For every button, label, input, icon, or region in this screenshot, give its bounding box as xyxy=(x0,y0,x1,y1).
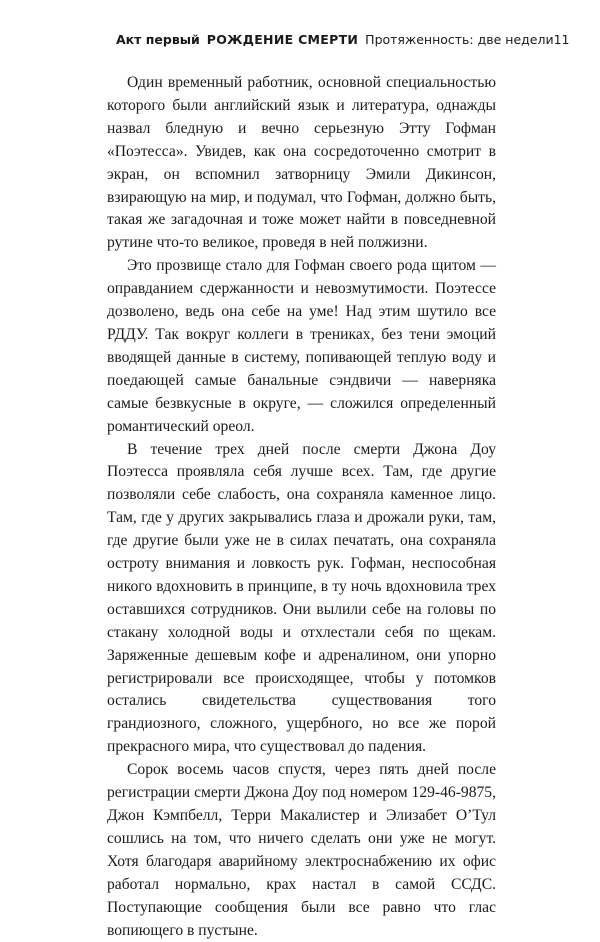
body-text xyxy=(107,72,496,942)
header-subtitle: Протяженность: две недели xyxy=(365,32,554,47)
paragraph: Один временный работник, основной специальностью которого были английский язык и литература, однажды назвал бледную и вечно серьезную Этту Гофман «Поэтесса». Увидев, как она сосредоточенно смотрит в экран, он вспомнил затворницу Эмили Дикинсон, взирающую на мир, и подумал, что Гофман, должно быть, такая же загадочная и тоже может найти в повседневной рутине что-то великое, проведя в ней полжизни. xyxy=(107,74,496,252)
paragraph: Сорок восемь часов спустя, через пять дней после регистрации смерти Джона Доу под номером 129-46-9875, Джон Кэмпбелл, Терри Макалистер и Элизабет О’Тул сошлись на том, что ничего сделать они уже не могут. Хотя благодаря аварийному электроснабжению их офис работал нормально, крах настал в самой ССДС. Поступающие сообщения были все равно что глас вопиющего в пустыне. xyxy=(107,761,496,939)
header-part-title: РОЖДЕНИЕ СМЕРТИ xyxy=(206,32,359,47)
header-act: Акт первый xyxy=(116,32,200,47)
running-header xyxy=(116,32,570,52)
paragraph: Это прозвище стало для Гофман своего рода щитом — оправданием сдержанности и невозмутимости. Поэтессе дозволено, ведь она себе на уме! Над этим шутило все РДДУ. Так вокруг коллеги в трениках, без тени эмоций вводящей данные в систему, попивающей теплую воду и поедающей самые банальные сэндвичи — наверняка самые безвкусные в округе, — сложился определенный романтический ореол. xyxy=(107,257,496,435)
paragraph: В течение трех дней после смерти Джона Доу Поэтесса проявляла себя лучше всех. Там, где другие позволяли себе слабость, она сохраняла каменное лицо. Там, где у других закрывались глаза и дрожали руки, там, где другие были уже не в силах печатать, она сохраняла остроту внимания и ловкость рук. Гофман, неспособная никого вдохновить в принципе, в ту ночь вдохновила трех оставшихся сотрудников. Они вылили себе на головы по стакану холодной воды и отхлестали себя по щекам. Заряженные дешевым кофе и адреналином, они упорно регистрировали все происходящее, чтобы у потомков остались свидетельства существования того грандиозного, сложного, ущербного, но все же порой прекрасного мира, что существовал до падения. xyxy=(107,440,496,756)
page-number: 11 xyxy=(553,32,570,47)
